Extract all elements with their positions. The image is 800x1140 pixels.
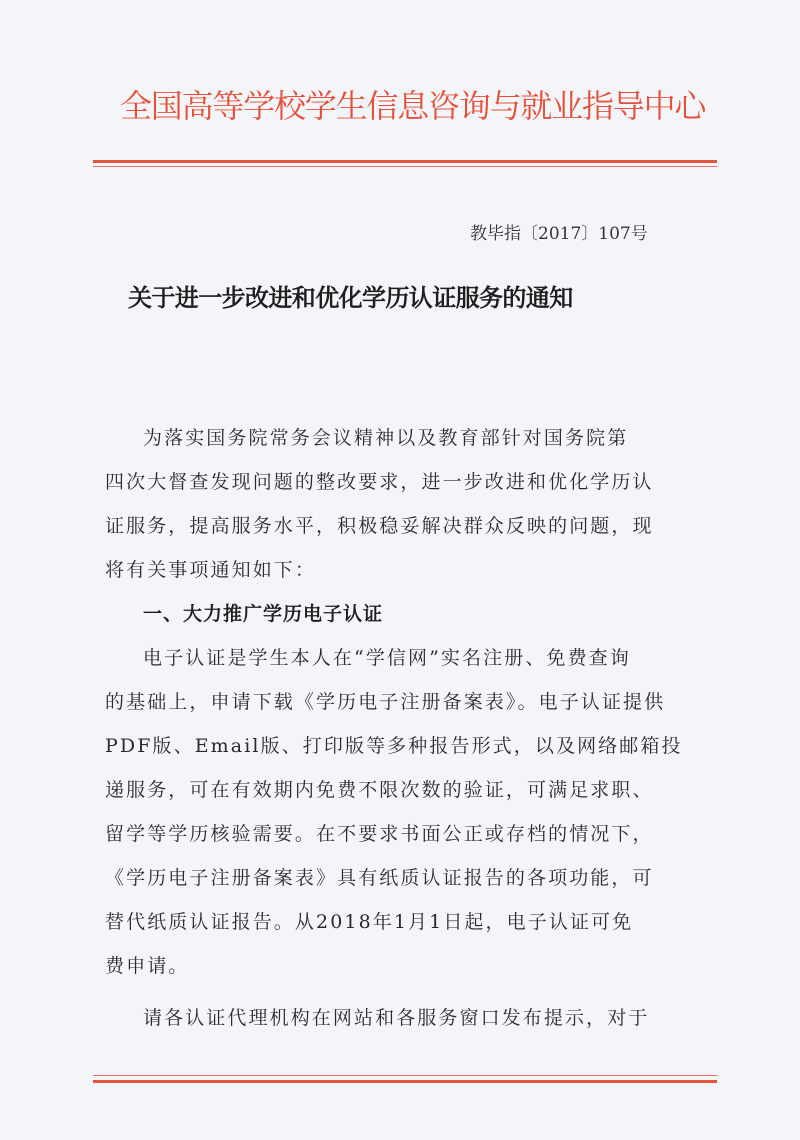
- letterhead-rule-thick: [93, 160, 717, 163]
- paragraph-line: PDF版、Email版、打印版等多种报告形式，以及网络邮箱投: [105, 735, 683, 757]
- intro-line: 证服务，提高服务水平，积极稳妥解决群众反映的问题，现: [105, 515, 654, 537]
- letterhead-rule-thin: [93, 166, 717, 167]
- paragraph-line: 的基础上，申请下载《学历电子注册备案表》。电子认证提供: [105, 691, 666, 713]
- paragraph-line: 递服务，可在有效期内免费不限次数的验证，可满足求职、: [105, 779, 654, 801]
- intro-line: 四次大督查发现问题的整改要求，进一步改进和优化学历认: [105, 471, 654, 493]
- footer-rule-thick: [93, 1080, 717, 1083]
- footer-rule-thin: [93, 1075, 717, 1076]
- paragraph-line: 电子认证是学生本人在“学信网”实名注册、免费查询: [143, 647, 631, 669]
- document-title: 关于进一步改进和优化学历认证服务的通知: [128, 284, 573, 312]
- paragraph-line: 费申请。: [105, 955, 190, 977]
- section-heading: 一、大力推广学历电子认证: [143, 603, 384, 625]
- paragraph-line: 留学等学历核验需要。在不要求书面公正或存档的情况下，: [105, 823, 654, 845]
- paragraph-line: 替代纸质认证报告。从2018年1月1日起，电子认证可免: [105, 911, 634, 933]
- intro-line: 将有关事项通知如下：: [105, 559, 317, 581]
- paragraph-line: 请各认证代理机构在网站和各服务窗口发布提示，对于: [143, 1007, 650, 1029]
- paragraph-line: 《学历电子注册备案表》具有纸质认证报告的各项功能，可: [105, 867, 654, 889]
- letterhead-organization: 全国高等学校学生信息咨询与就业指导中心: [120, 87, 706, 125]
- document-number: 教毕指〔2017〕107号: [470, 224, 648, 244]
- intro-line: 为落实国务院常务会议精神以及教育部针对国务院第: [143, 427, 629, 449]
